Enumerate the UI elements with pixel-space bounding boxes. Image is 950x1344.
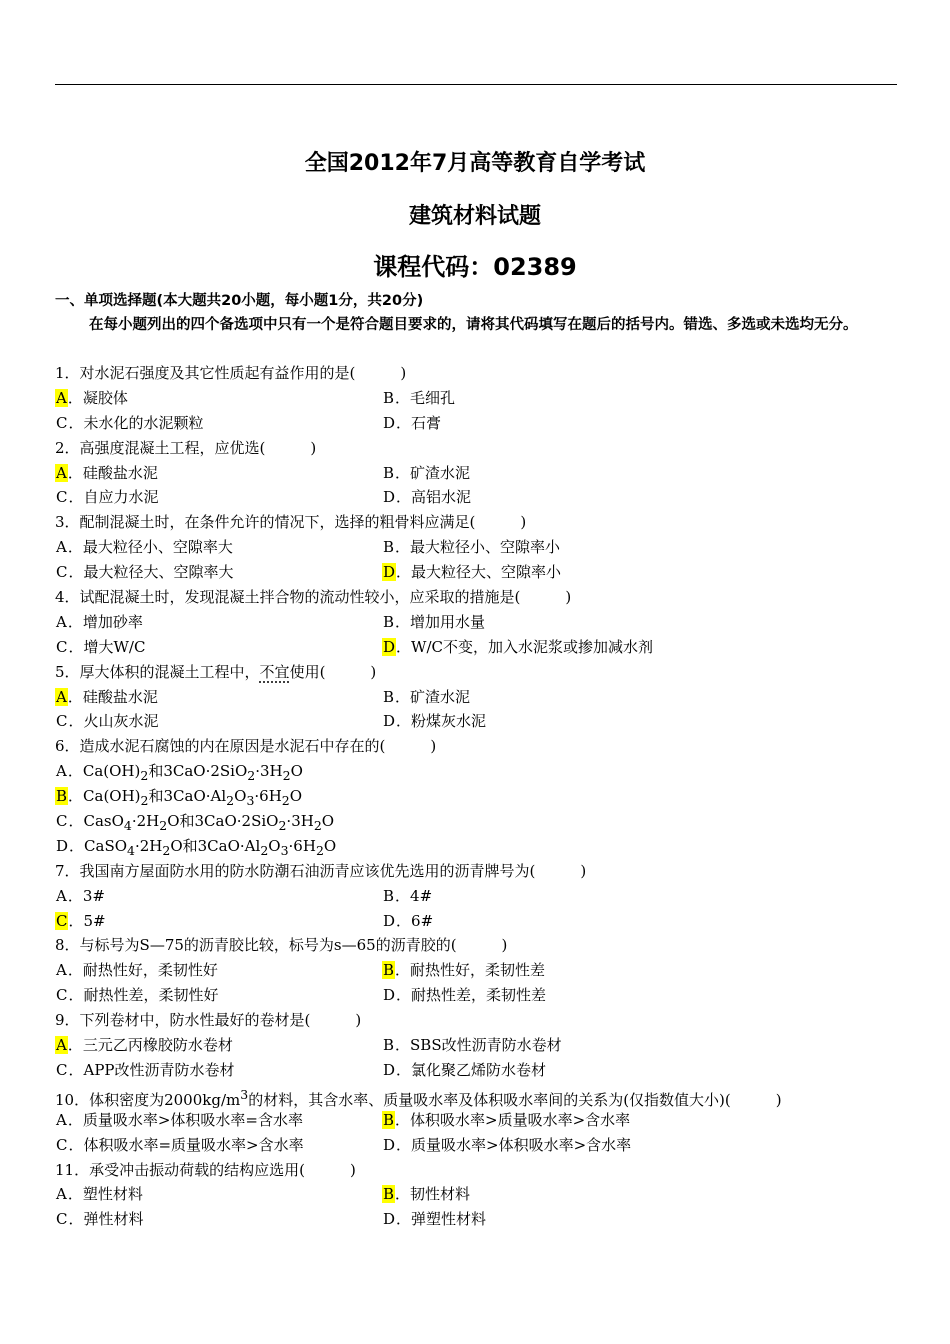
option-a — [55, 958, 218, 983]
question-stem — [55, 585, 915, 610]
option-text: ．$Ca(OH)_2$和$3CaO\cdot Al_2O_3\cdot 6H_2O$ — [68, 787, 303, 809]
option-letter: D — [383, 712, 396, 731]
option-c — [55, 1207, 144, 1232]
section-heading: 一、单项选择题(本大题共20小题，每小题1分，共20分) — [55, 293, 424, 309]
option-letter: C — [56, 812, 68, 831]
option-c — [55, 983, 219, 1008]
option-text: ．增加砂率 — [67, 612, 143, 631]
option-letter: D — [383, 563, 396, 582]
option-letter: A — [56, 1036, 67, 1055]
question-text: 1．对水泥石强度及其它性质起有益作用的是( ) — [55, 364, 407, 382]
option-d — [382, 635, 653, 660]
option-line — [55, 535, 915, 560]
option-text: ．最大粒径大、空隙率大 — [68, 563, 234, 582]
question-stem — [55, 933, 915, 958]
option-letter: A — [56, 388, 67, 407]
option-letter: A — [56, 1110, 67, 1129]
option-c — [55, 909, 106, 934]
option-d — [382, 709, 486, 734]
option-line — [55, 1058, 915, 1083]
option-line — [55, 411, 915, 436]
option-letter: B — [383, 1185, 395, 1204]
option-c — [55, 709, 159, 734]
option-text: ．4# — [395, 886, 433, 905]
option-b — [382, 1182, 470, 1207]
option-text: ．体积吸水率>质量吸水率>含水率 — [395, 1110, 631, 1129]
option-letter: A — [56, 762, 67, 781]
question-text: 3．配制混凝土时，在条件允许的情况下，选择的粗骨料应满足( ) — [55, 513, 527, 532]
option-line — [55, 909, 915, 934]
option-a — [55, 461, 158, 486]
option-d — [382, 485, 471, 510]
option-text: ．塑性材料 — [67, 1185, 143, 1204]
option-letter: A — [56, 538, 67, 557]
option-text: ．APP改性沥青防水卷材 — [68, 1060, 235, 1079]
option-text: ．$Ca(OH)_2$和$3CaO\cdot 2SiO_2\cdot 3H_2O$ — [67, 762, 303, 784]
question-stem — [55, 859, 915, 884]
option-letter: A — [56, 687, 67, 706]
option-b — [382, 535, 560, 560]
option-letter: B — [383, 961, 395, 980]
option-text: ．质量吸水率>体积吸水率>含水率 — [396, 1135, 632, 1154]
option-letter: B — [383, 886, 395, 905]
option-letter: D — [56, 836, 69, 855]
option-text: ．三元乙丙橡胶防水卷材 — [67, 1036, 233, 1055]
option-text: ．火山灰水泥 — [68, 712, 159, 731]
option-line — [55, 884, 915, 909]
option-letter: A — [56, 612, 67, 631]
option-d — [382, 560, 561, 585]
question-text: 11．承受冲击振动荷载的结构应选用( ) — [55, 1160, 356, 1179]
option-letter: B — [383, 1110, 395, 1129]
option-b — [382, 685, 470, 710]
option-letter: D — [383, 637, 396, 656]
option-text: ．未水化的水泥颗粒 — [68, 413, 204, 432]
question-text: 4．试配混凝土时，发现混凝土拌合物的流动性较小，应采取的措施是( ) — [55, 588, 572, 607]
option-letter: C — [56, 986, 68, 1005]
option-text: ．弹塑性材料 — [396, 1210, 487, 1229]
option-letter: C — [56, 712, 68, 731]
option-letter: B — [383, 612, 395, 631]
option-line — [55, 809, 915, 834]
option-letter: A — [56, 1185, 67, 1204]
option-d — [382, 1133, 631, 1158]
option-b — [382, 1033, 562, 1058]
option-b — [382, 610, 485, 635]
option-letter: D — [383, 986, 396, 1005]
question-stem — [55, 660, 915, 685]
option-b — [382, 884, 432, 909]
option-text: ．SBS改性沥青防水卷材 — [395, 1036, 562, 1055]
option-text: ．矿渣水泥 — [395, 463, 471, 482]
option-letter: C — [56, 488, 68, 507]
course-code: 课程代码：02389 — [373, 253, 577, 281]
option-line — [55, 1133, 915, 1158]
option-letter: D — [383, 1210, 396, 1229]
option-letter: C — [56, 911, 68, 930]
option-line — [55, 560, 915, 585]
option-b — [382, 1108, 630, 1133]
question-text: 7．我国南方屋面防水用的防水防潮石油沥青应该优先选用的沥青牌号为( ) — [55, 861, 587, 880]
option-text: ．W/C不变，加入水泥浆或掺加减水剂 — [396, 637, 653, 656]
option-text: ．耐热性差，柔韧性好 — [68, 986, 219, 1005]
option-letter: C — [56, 1135, 68, 1154]
option-text: ．石膏 — [396, 413, 442, 432]
option-c — [55, 635, 145, 660]
option-text: ．5# — [68, 911, 106, 930]
option-a — [55, 535, 233, 560]
option-letter: B — [383, 463, 395, 482]
header-rule — [55, 84, 897, 85]
option-line — [55, 610, 915, 635]
option-d — [382, 983, 546, 1008]
option-a — [55, 610, 143, 635]
option-letter: C — [56, 1210, 68, 1229]
option-text: ．$CasO_4\cdot 2H_2O$和$3CaO\cdot 2SiO_2\cdot 3H_2O$ — [68, 812, 335, 834]
option-b — [382, 461, 470, 486]
option-letter: B — [383, 1036, 395, 1055]
exam-title: 全国2012年7月高等教育自学考试 — [304, 151, 646, 176]
option-text: ．质量吸水率>体积吸水率=含水率 — [67, 1110, 303, 1129]
option-letter: C — [56, 1060, 68, 1079]
option-text: ．6# — [396, 911, 434, 930]
option-d — [382, 1058, 546, 1083]
option-c — [55, 411, 204, 436]
option-line — [55, 983, 915, 1008]
option-c — [55, 1133, 304, 1158]
question-stem — [55, 1083, 915, 1108]
option-line — [55, 461, 915, 486]
question-text: 9．下列卷材中，防水性最好的卷材是( ) — [55, 1011, 362, 1030]
question-stem — [55, 1158, 915, 1183]
question-stem — [55, 1008, 915, 1033]
question-text: 6．造成水泥石腐蚀的内在原因是水泥石中存在的( ) — [55, 737, 437, 756]
option-line — [55, 834, 915, 859]
option-text: ．增加用水量 — [395, 612, 486, 631]
option-letter: B — [383, 388, 395, 407]
option-letter: D — [383, 488, 396, 507]
option-c — [55, 485, 159, 510]
option-a — [55, 1033, 233, 1058]
option-letter: B — [383, 538, 395, 557]
option-line — [55, 1207, 915, 1232]
question-text: 5．厚大体积的混凝土工程中，不宜使用( ) — [55, 662, 377, 681]
option-text: ．高铝水泥 — [396, 488, 472, 507]
question-stem — [55, 361, 915, 386]
option-letter: B — [56, 787, 68, 806]
option-d — [382, 411, 441, 436]
question-list — [55, 361, 915, 1232]
option-letter: D — [383, 911, 396, 930]
emphasis-text: 不宜 — [259, 662, 290, 681]
option-letter: A — [56, 463, 67, 482]
option-letter: D — [383, 1135, 396, 1154]
question-text: 10．体积密度为$2000kg/m^3$的材料，其含水率、质量吸水率及体积吸水率间的关系为(仅指数值大小)( ) — [55, 1086, 782, 1109]
option-letter: D — [383, 1060, 396, 1079]
option-a — [55, 1108, 303, 1133]
option-text: ．体积吸水率=质量吸水率>含水率 — [68, 1135, 304, 1154]
option-letter: C — [56, 413, 68, 432]
option-text: ．自应力水泥 — [68, 488, 159, 507]
option-text: ．弹性材料 — [68, 1210, 144, 1229]
option-text: ．毛细孔 — [395, 388, 456, 407]
option-text: ．最大粒径小、空隙率小 — [395, 538, 561, 557]
option-b — [382, 386, 455, 411]
option-text: ．$CaSO_4\cdot 2H_2O$和$3CaO\cdot Al_2O_3\cdot 6H_2O$ — [69, 836, 337, 858]
option-text: ．3# — [67, 886, 105, 905]
question-text: 8．与标号为S—75的沥青胶比较，标号为s—65的沥青胶的( ) — [55, 936, 508, 955]
option-letter: D — [383, 413, 396, 432]
option-line — [55, 485, 915, 510]
option-d — [382, 1207, 486, 1232]
option-text: ．最大粒径小、空隙率大 — [67, 538, 233, 557]
option-letter: A — [56, 886, 67, 905]
option-text: ．最大粒径大、空隙率小 — [396, 563, 562, 582]
option-text: ．耐热性好，柔韧性差 — [395, 961, 546, 980]
question-text: 2．高强度混凝土工程，应优选( ) — [55, 438, 317, 457]
option-a — [55, 884, 105, 909]
option-text: ．耐热性好，柔韧性好 — [67, 961, 218, 980]
question-stem — [55, 510, 915, 535]
option-line — [55, 635, 915, 660]
option-c — [55, 1058, 235, 1083]
option-text: ．粉煤灰水泥 — [396, 712, 487, 731]
question-stem — [55, 436, 915, 461]
section-instructions: 在每小题列出的四个备选项中只有一个是符合题目要求的，请将其代码填写在题后的括号内。错选、多选或未选均无分。 — [89, 317, 858, 333]
option-text: ．氯化聚乙烯防水卷材 — [396, 1060, 547, 1079]
option-letter: B — [383, 687, 395, 706]
option-line — [55, 1182, 915, 1207]
option-a — [55, 1182, 143, 1207]
subject-title: 建筑材料试题 — [408, 204, 541, 229]
option-line — [55, 958, 915, 983]
option-line — [55, 685, 915, 710]
option-text: ．硅酸盐水泥 — [67, 463, 158, 482]
option-letter: C — [56, 563, 68, 582]
option-text: ．硅酸盐水泥 — [67, 687, 158, 706]
option-b — [382, 958, 545, 983]
option-text: ．韧性材料 — [395, 1185, 471, 1204]
option-line — [55, 784, 915, 809]
option-c — [55, 560, 234, 585]
option-letter: C — [56, 637, 68, 656]
option-line — [55, 759, 915, 784]
option-text: ．耐热性差，柔韧性差 — [396, 986, 547, 1005]
option-line — [55, 386, 915, 411]
option-line — [55, 709, 915, 734]
option-a — [55, 386, 128, 411]
question-stem — [55, 734, 915, 759]
option-a — [55, 685, 158, 710]
option-line — [55, 1033, 915, 1058]
option-text: ．增大W/C — [68, 637, 146, 656]
option-d — [382, 909, 433, 934]
option-line — [55, 1108, 915, 1133]
option-letter: A — [56, 961, 67, 980]
option-text: ．矿渣水泥 — [395, 687, 471, 706]
option-text: ．凝胶体 — [67, 388, 128, 407]
